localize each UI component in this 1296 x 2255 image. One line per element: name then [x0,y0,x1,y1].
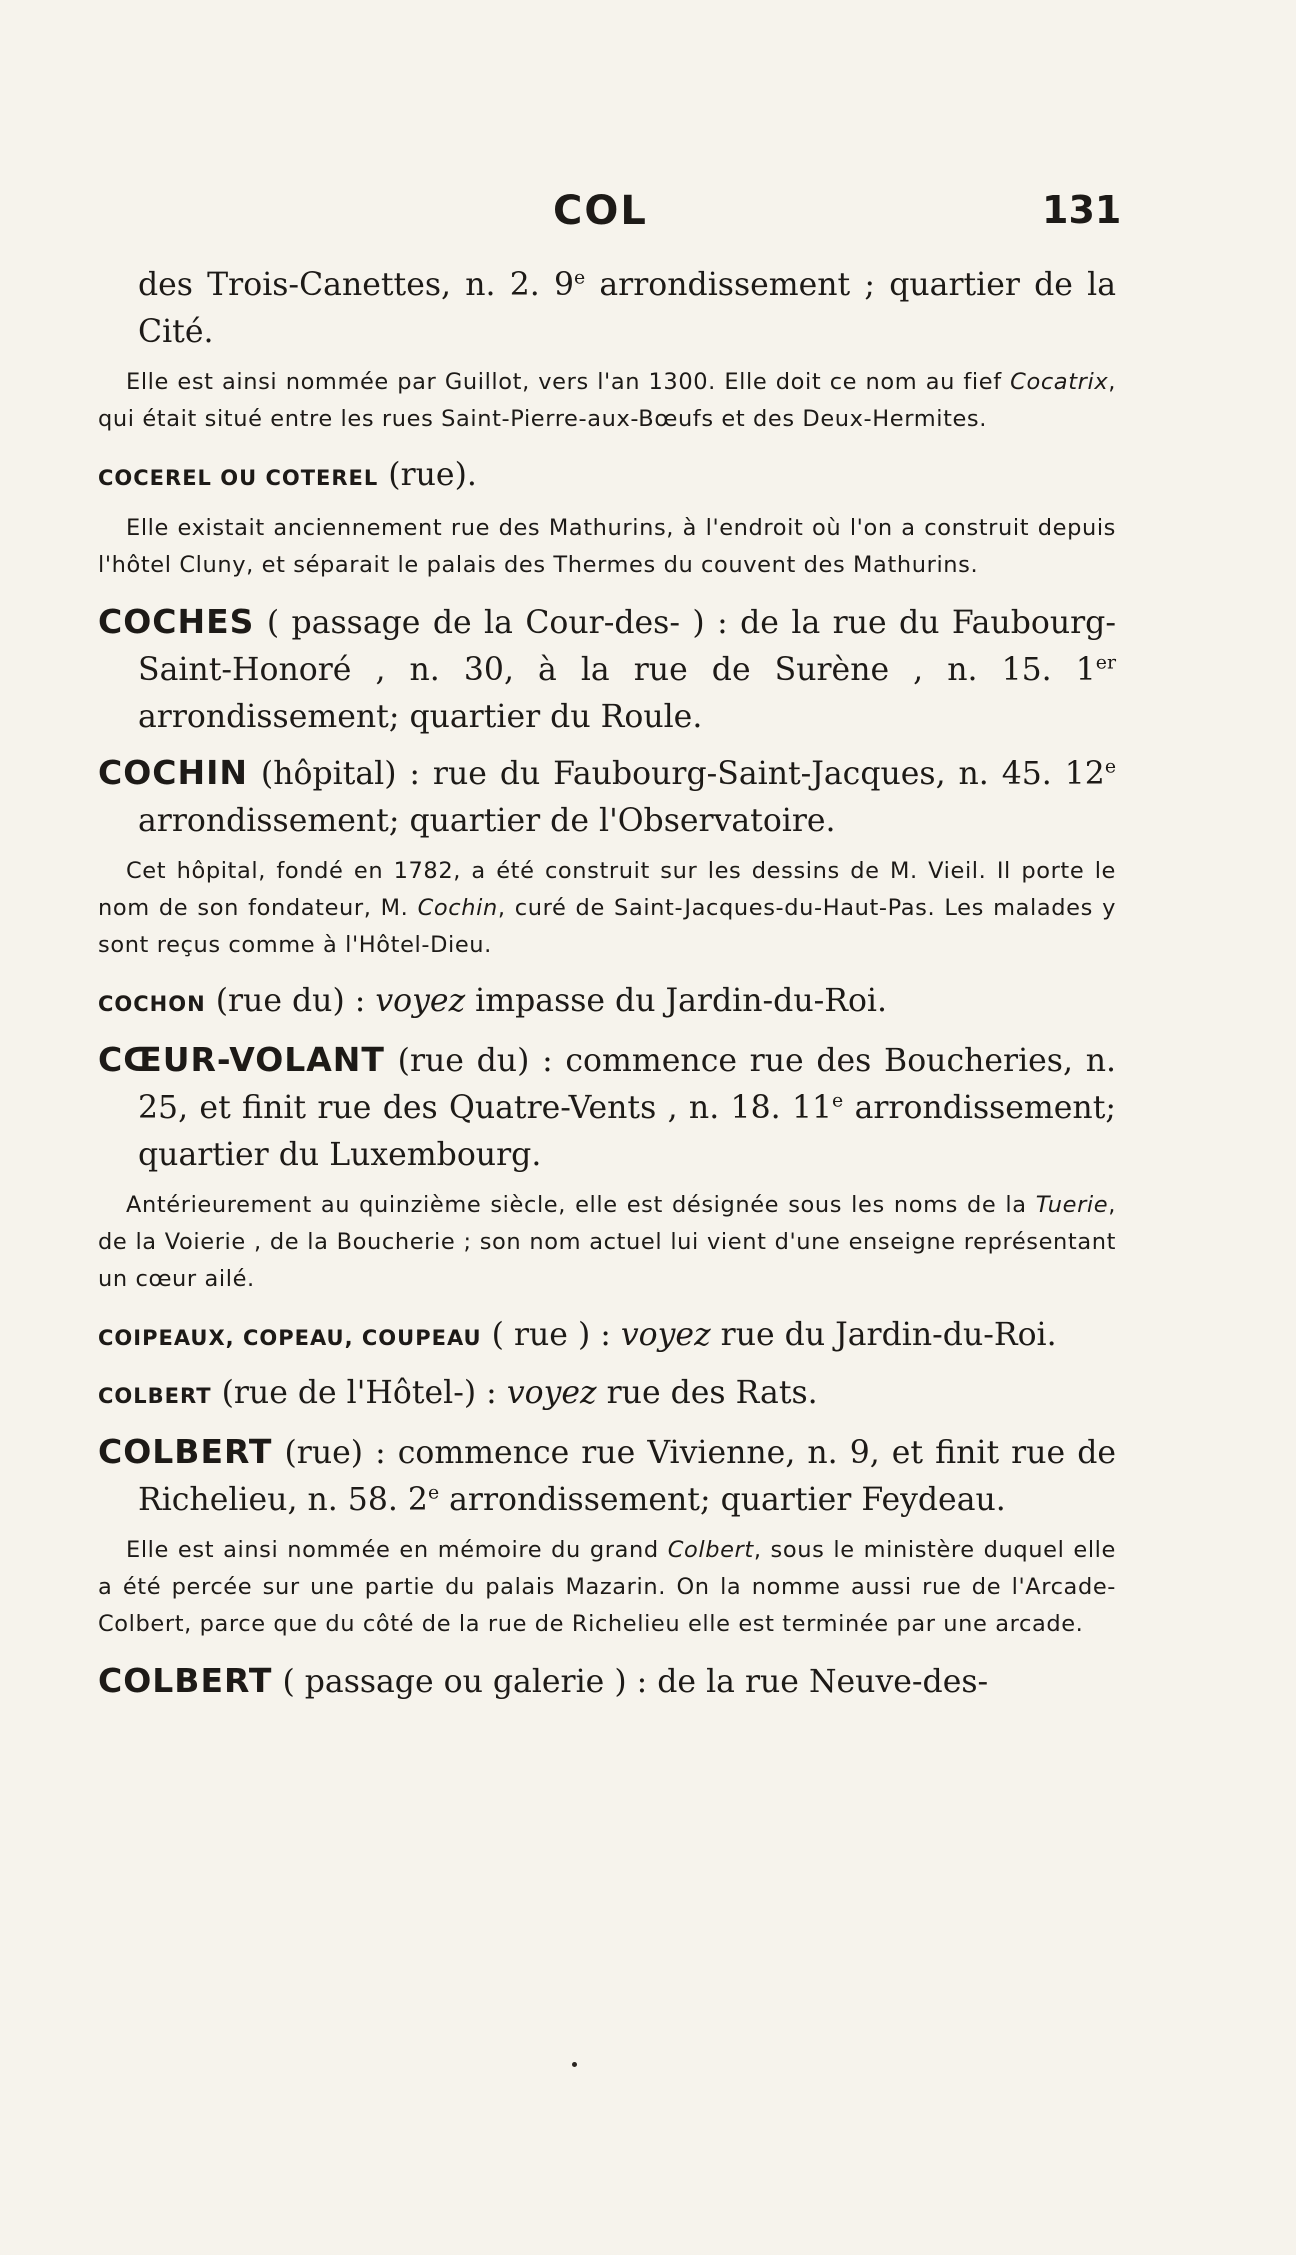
entry-text: (rue). [378,457,477,493]
note-text: Elle existait anciennement rue des Mathurins, à l'endroit où l'on a construit depuis l'hôtel Cluny, et séparait le palais des Thermes du couvent des Mathurins. [98,515,1116,578]
ordinal-suffix: e [832,1089,844,1112]
note-italic: Colbert [667,1537,754,1563]
note-italic: Tuerie [1035,1192,1109,1218]
note-text: Elle est ainsi nommée en mémoire du grand [126,1537,668,1563]
note-text: Elle est ainsi nommée par Guillot, vers l'an 1300. Elle doit ce nom au fief [126,369,1011,395]
print-speck [572,2062,577,2067]
page-body [98,262,1116,1714]
entry-text: (hôpital) : rue du Faubourg-Saint-Jacques, n. 45. 12 [248,756,1105,792]
entry-note [98,364,1116,438]
running-head: COL [553,188,648,234]
entry-text: ( rue ) : [481,1317,621,1353]
ordinal-suffix: er [1095,651,1116,674]
note-text: Antérieurement au quinzième siècle, elle est désignée sous les noms de la [126,1192,1036,1218]
entry-text: (rue) : commence rue Vivienne, n. 9, et finit rue de Richelieu, n. 58. 2 [138,1435,1116,1518]
entry-text: arrondissement; quartier du Roule. [138,699,703,735]
entry-headword: COCHIN [98,753,249,792]
entry-text: (rue du) : [205,983,376,1019]
entry-headword: COLBERT [98,1384,212,1408]
entry-text: ( passage ou galerie ) : de la rue Neuve-des- [272,1664,989,1700]
note-text: , qui était situé entre les rues Saint-Pierre-aux-Bœufs et des Deux-Hermites. [98,369,1116,432]
entry-text: rue des Rats. [596,1375,818,1411]
entry-colbert-hotel [98,1370,1116,1420]
note-text: , de la Voierie , de la Boucherie ; son nom actuel lui vient d'une enseigne représentant un cœur ailé. [98,1192,1116,1292]
entry-coipeaux [98,1312,1116,1362]
entry-text: arrondissement; quartier du Luxembourg. [138,1090,1116,1173]
entry-text: (rue du) : commence rue des Boucheries, n. 25, et finit rue des Quatre-Vents , n. 18. 11 [138,1043,1116,1126]
entry-text: arrondissement; quartier Feydeau. [439,1482,1006,1518]
entry-note [98,1532,1116,1643]
note-italic: Cocatrix [1010,369,1109,395]
entry-headword: COCEREL OU COTEREL [98,466,379,490]
entry-continuation [98,262,1116,356]
note-italic: Cochin [417,895,498,921]
entry-colbert-passage [98,1657,1116,1706]
entry-note [98,853,1116,964]
page-number: 131 [1042,188,1122,232]
ordinal-suffix: e [427,1481,440,1504]
entry-colbert-rue [98,1428,1116,1524]
entry-text: arrondissement ; quartier de la Cité. [138,267,1116,350]
entry-cochin [98,749,1116,845]
entry-headword: COIPEAUX, COPEAU, COUPEAU [98,1326,482,1350]
entry-cocerel [98,452,1116,502]
entry-text: rue du Jardin-du-Roi. [710,1317,1057,1353]
entry-italic: voyez [506,1375,597,1411]
entry-italic: voyez [620,1317,711,1353]
ordinal-suffix: e [574,266,586,289]
entry-text: (rue de l'Hôtel-) : [211,1375,507,1411]
note-text: , sous le ministère duquel elle a été percée sur une partie du palais Mazarin. On la nomme aussi rue de l'Arcade-Colbert, parce que du côté de la rue de Richelieu elle est terminée par une arcade. [98,1537,1116,1637]
entry-headword: COLBERT [98,1661,273,1700]
entry-headword: COCHES [98,602,255,641]
entry-note [98,510,1116,584]
entry-text: ( passage de la Cour-des- ) : de la rue du Faubourg-Saint-Honoré , n. 30, à la rue de Surène , n. 15. 1 [138,605,1116,688]
entry-headword: CŒUR-VOLANT [98,1040,385,1079]
entry-text: arrondissement; quartier de l'Observatoire. [138,803,836,839]
entry-cochon [98,978,1116,1028]
ordinal-suffix: e [1104,755,1116,778]
entry-italic: voyez [375,983,466,1019]
entry-text: des Trois-Canettes, n. 2. 9 [138,267,575,303]
note-text: Cet hôpital, fondé en 1782, a été construit sur les dessins de M. Vieil. Il porte le nom de son fondateur, M. [98,858,1116,921]
entry-coeur-volant [98,1036,1116,1179]
entry-note [98,1187,1116,1298]
entry-headword: COCHON [98,992,206,1016]
page-header [0,188,1296,238]
entry-text: impasse du Jardin-du-Roi. [465,983,888,1019]
note-text: , curé de Saint-Jacques-du-Haut-Pas. Les malades y sont reçus comme à l'Hôtel-Dieu. [98,895,1116,958]
entry-coches [98,598,1116,741]
entry-headword: COLBERT [98,1432,273,1471]
